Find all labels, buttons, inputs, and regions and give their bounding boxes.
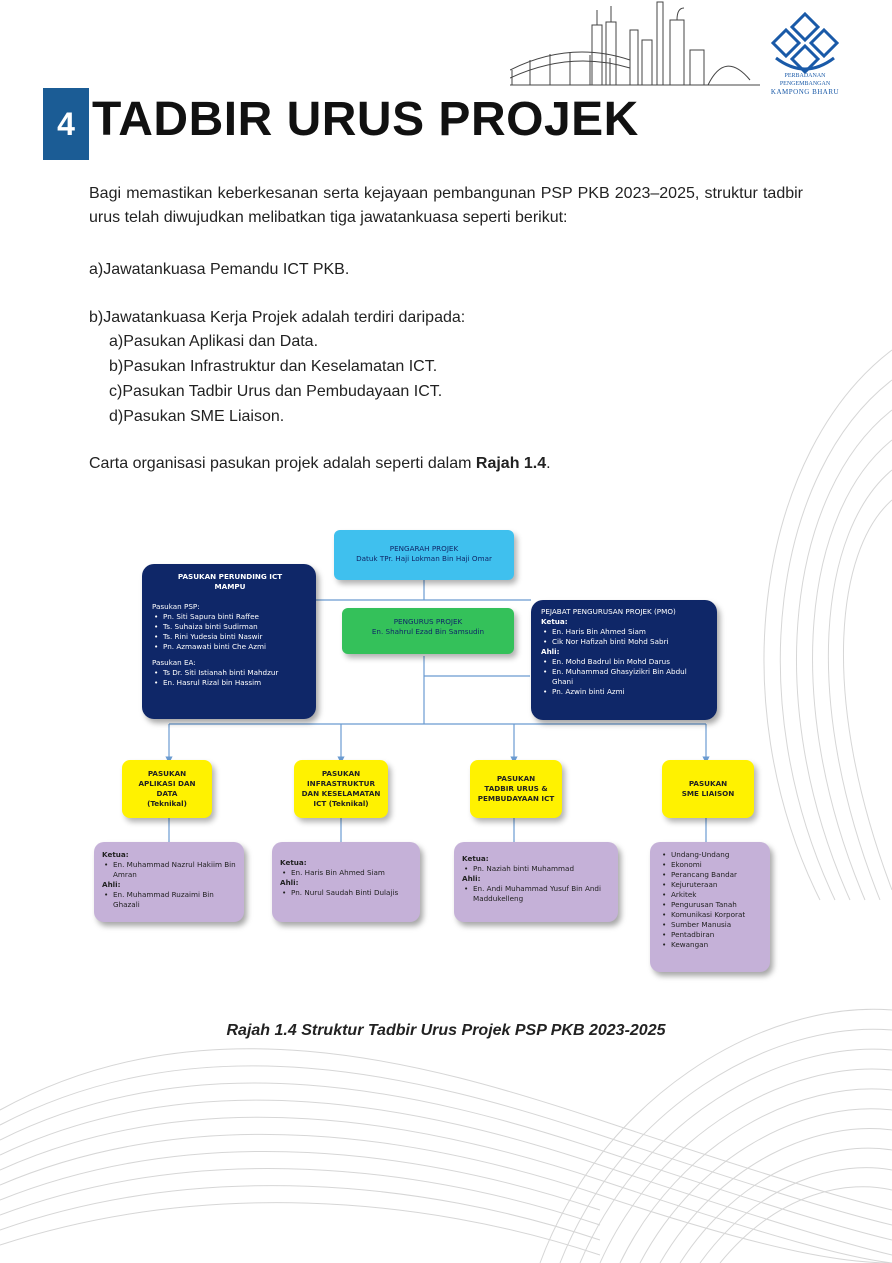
team-line: INFRASTRUKTUR bbox=[307, 779, 375, 788]
list-item: • En. Haris Bin Ahmed Siam bbox=[291, 868, 412, 878]
list-item: • Sumber Manusia bbox=[671, 920, 764, 930]
ketua-list bbox=[280, 868, 412, 878]
team-line: PASUKAN bbox=[147, 769, 187, 778]
pengarah-projek-box bbox=[334, 530, 514, 580]
pengurus-name: En. Shahrul Ezad Bin Samsudin bbox=[371, 627, 485, 636]
list-item: • Kejuruteraan bbox=[671, 880, 764, 890]
team-line: DAN KESELAMATAN bbox=[301, 789, 381, 798]
psp-label: Pasukan PSP: bbox=[152, 602, 200, 611]
team-line: TADBIR URUS & bbox=[484, 784, 548, 793]
ketua-label: Ketua: bbox=[462, 854, 489, 863]
intro-paragraph: Bagi memastikan keberkesanan serta kejayaan pembangunan PSP PKB 2023–2025, struktur tadbir urus telah diwujudkan melibatkan tiga jawatankuasa seperti berikut: bbox=[89, 185, 803, 226]
team-line: PASUKAN bbox=[496, 774, 536, 783]
team-tadbir-urus-box bbox=[470, 760, 562, 818]
ea-label: Pasukan EA: bbox=[152, 658, 196, 667]
team-line: PASUKAN bbox=[688, 779, 728, 788]
sub-item-b: b)Pasukan Infrastruktur dan Keselamatan ICT. bbox=[109, 358, 438, 375]
list-item: • En. Andi Muhammad Yusuf Bin Andi Maddukelleng bbox=[473, 884, 610, 904]
pmo-box bbox=[531, 600, 717, 720]
members-sme-box bbox=[650, 842, 770, 972]
team-line: PASUKAN bbox=[321, 769, 361, 778]
team-aplikasi-data-box bbox=[122, 760, 212, 818]
list-item: • Komunikasi Korporat bbox=[671, 910, 764, 920]
list-item: • Kewangan bbox=[671, 940, 764, 950]
pengarah-title: PENGARAH PROJEK bbox=[389, 544, 459, 553]
list-item: • Ts. Rini Yudesia binti Naswir bbox=[163, 632, 308, 642]
list-item: • En. Muhammad Ruzaimi Bin Ghazali bbox=[113, 890, 236, 910]
ea-list bbox=[152, 668, 308, 688]
members-aplikasi-box bbox=[94, 842, 244, 922]
sme-list bbox=[660, 850, 764, 950]
team-line: DATA bbox=[156, 789, 178, 798]
ahli-list bbox=[102, 890, 236, 910]
team-line: (Teknikal) bbox=[147, 799, 187, 808]
psp-list bbox=[152, 612, 308, 652]
list-item: • Arkitek bbox=[671, 890, 764, 900]
chart-ref-prefix: Carta organisasi pasukan projek adalah seperti dalam bbox=[89, 455, 476, 472]
figure-caption: Rajah 1.4 Struktur Tadbir Urus Projek PSP PKB 2023-2025 bbox=[226, 1022, 666, 1039]
ketua-list bbox=[102, 860, 236, 880]
list-item: • En. Haris Bin Ahmed Siam bbox=[552, 627, 709, 637]
team-line: APLIKASI DAN bbox=[138, 779, 196, 788]
pmo-ahli-label: Ahli: bbox=[541, 647, 560, 656]
ahli-list bbox=[280, 888, 412, 898]
chart-reference bbox=[89, 452, 551, 476]
perunding-title-1: PASUKAN PERUNDING ICT bbox=[177, 572, 283, 581]
members-infrastruktur-box bbox=[272, 842, 420, 922]
sub-item-d: d)Pasukan SME Liaison. bbox=[109, 408, 285, 425]
logo-line-2: KAMPONG BHARU bbox=[770, 88, 840, 96]
list-item: • Pn. Azwin binti Azmi bbox=[552, 687, 709, 697]
team-sme-liaison-box bbox=[662, 760, 754, 818]
logo-caption bbox=[762, 72, 848, 96]
ahli-label: Ahli: bbox=[102, 880, 121, 889]
list-item: • En. Hasrul Rizal bin Hassim bbox=[163, 678, 308, 688]
list-item: • Perancang Bandar bbox=[671, 870, 764, 880]
list-item: • Pn. Nurul Saudah Binti Dulajis bbox=[291, 888, 412, 898]
list-item: • Pn. Siti Sapura binti Raffee bbox=[163, 612, 308, 622]
pmo-ahli-list bbox=[541, 657, 709, 697]
team-line: PEMBUDAYAAN ICT bbox=[477, 794, 555, 803]
pengarah-name: Datuk TPr. Haji Lokman Bin Haji Omar bbox=[356, 554, 492, 563]
pmo-ketua-list bbox=[541, 627, 709, 647]
ketua-list bbox=[462, 864, 610, 874]
org-chart bbox=[88, 520, 804, 1002]
list-item: • En. Mohd Badrul bin Mohd Darus bbox=[552, 657, 709, 667]
list-item: • Ts Dr. Siti Istianah binti Mahdzur bbox=[163, 668, 308, 678]
section-title: TADBIR URUS PROJEK bbox=[92, 93, 639, 146]
list-item: • En. Muhammad Nazrul Hakiim Bin Amran bbox=[113, 860, 236, 880]
logo-line-1: PERBADANAN PENGEMBANGAN bbox=[779, 73, 831, 87]
pengurus-title: PENGURUS PROJEK bbox=[393, 617, 463, 626]
team-line: ICT (Teknikal) bbox=[313, 799, 369, 808]
pmo-ketua-label: Ketua: bbox=[541, 617, 568, 626]
list-item-a: a)Jawatankuasa Pemandu ICT PKB. bbox=[89, 261, 350, 278]
perunding-ict-box bbox=[142, 564, 316, 719]
perunding-title-2: MAMPU bbox=[214, 582, 246, 591]
list-item-b: b)Jawatankuasa Kerja Projek adalah terdiri daripada: bbox=[89, 309, 466, 326]
list-item: • Pn. Naziah binti Muhammad bbox=[473, 864, 610, 874]
section-number-badge: 4 bbox=[43, 88, 89, 160]
members-tadbir-box bbox=[454, 842, 618, 922]
list-item: • Pentadbiran bbox=[671, 930, 764, 940]
ahli-label: Ahli: bbox=[462, 874, 481, 883]
list-item: • Pn. Azmawati binti Che Azmi bbox=[163, 642, 308, 652]
list-item: • Pengurusan Tanah bbox=[671, 900, 764, 910]
ketua-label: Ketua: bbox=[280, 858, 307, 867]
city-skyline-illustration bbox=[510, 0, 760, 90]
list-item: • Cik Nor Hafizah binti Mohd Sabri bbox=[552, 637, 709, 647]
list-item: • Ekonomi bbox=[671, 860, 764, 870]
ahli-label: Ahli: bbox=[280, 878, 299, 887]
chart-ref-bold: Rajah 1.4 bbox=[475, 455, 547, 472]
team-line: SME LIAISON bbox=[681, 789, 735, 798]
pmo-title: PEJABAT PENGURUSAN PROJEK (PMO) bbox=[541, 607, 676, 616]
list-item: • En. Muhammad Ghasyizikri Bin Abdul Ghani bbox=[552, 667, 709, 687]
sub-item-a: a)Pasukan Aplikasi dan Data. bbox=[109, 333, 319, 350]
ketua-label: Ketua: bbox=[102, 850, 129, 859]
list-item: • Undang-Undang bbox=[671, 850, 764, 860]
chart-ref-suffix: . bbox=[546, 455, 551, 472]
pengurus-projek-box bbox=[342, 608, 514, 654]
ahli-list bbox=[462, 884, 610, 904]
sub-item-c: c)Pasukan Tadbir Urus dan Pembudayaan ICT. bbox=[109, 383, 443, 400]
team-infrastruktur-box bbox=[294, 760, 388, 818]
list-item: • Ts. Suhaiza binti Sudirman bbox=[163, 622, 308, 632]
